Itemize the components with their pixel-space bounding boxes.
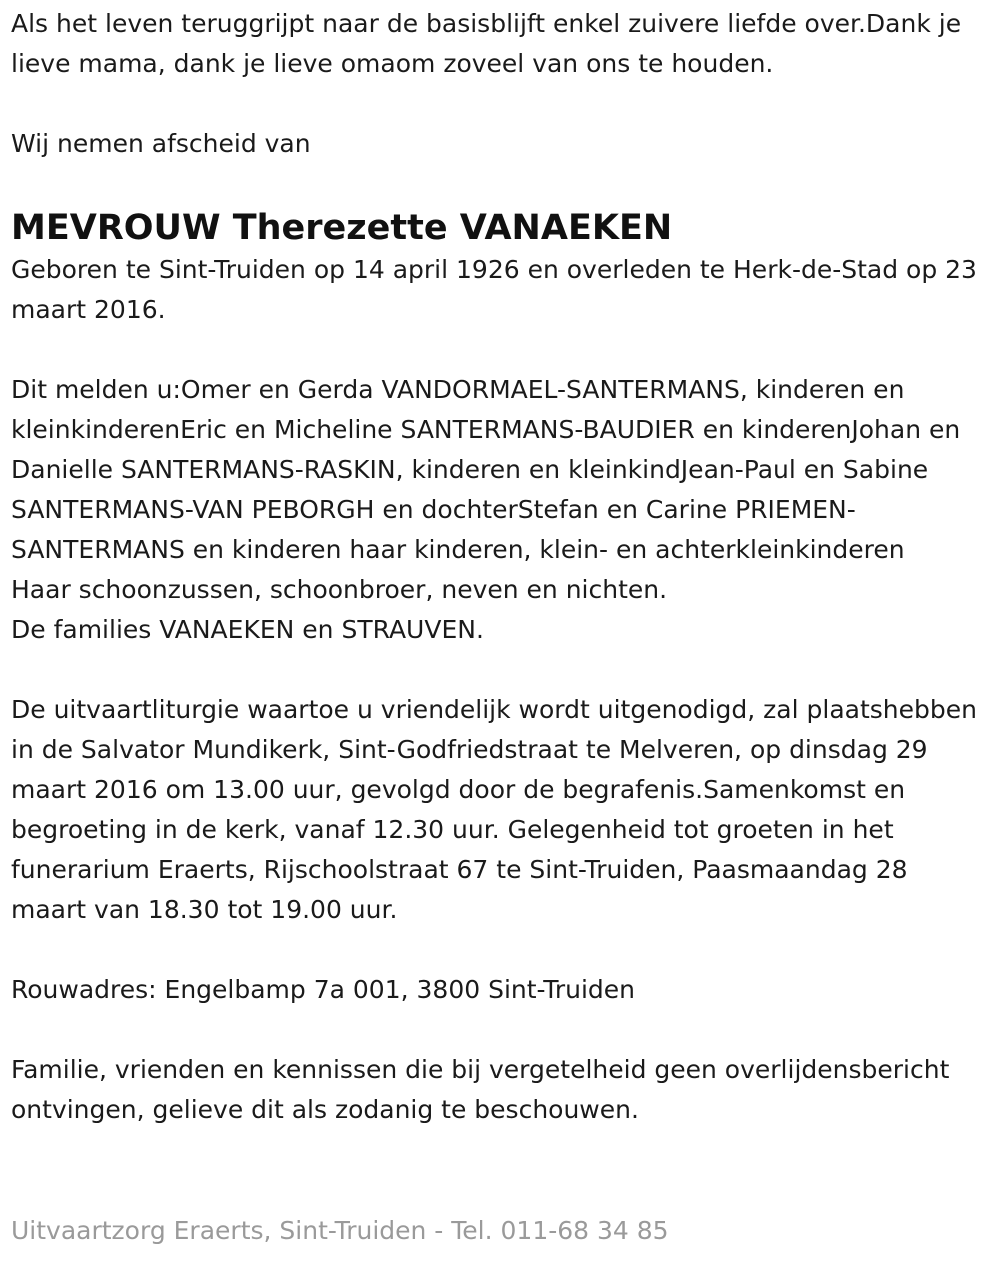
ceremony-text: De uitvaartliturgie waartoe u vriendelijk wordt uitgenodigd, zal plaatshebben in de Salvator Mundikerk, Sint-Godfriedstraat te Melveren, op dinsdag 29 maart 2016 om 13.00 uur, gevolgd door de begrafenis.Samenkomst en begroeting in de kerk, vanaf 12.30 uur. Gelegenheid tot groeten in het funerarium Eraerts, Rijschoolstraat 67 te Sint-Truiden, Paasmaandag 28 maart van 18.30 tot 19.00 uur. (11, 695, 985, 924)
funeral-home-footer: Uitvaartzorg Eraerts, Sint-Truiden - Tel. 011-68 34 85 (11, 1216, 669, 1245)
address-text: Rouwadres: Engelbamp 7a 001, 3800 Sint-Truiden (11, 975, 636, 1004)
spacer (11, 930, 988, 970)
notice-text: Familie, vrienden en kennissen die bij vergetelheid geen overlijdensbericht ontvingen, gelieve dit als zodanig te beschouwen. (11, 1055, 958, 1124)
spacer (11, 330, 988, 370)
intro-text: Als het leven teruggrijpt naar de basisblijft enkel zuivere liefde over.Dank je lieve mama, dank je lieve omaom zoveel van ons te houden. (11, 9, 970, 78)
birth-death-text: Geboren te Sint-Truiden op 14 april 1926 en overleden te Herk-de-Stad op 23 maart 2016. (11, 255, 985, 324)
deceased-name: MEVROUW Therezette VANAEKEN (11, 208, 673, 248)
spacer (11, 650, 988, 690)
families-text: De families VANAEKEN en STRAUVEN. (11, 615, 484, 644)
family-text: Dit melden u:Omer en Gerda VANDORMAEL-SANTERMANS, kinderen en kleinkinderenEric en Micheline SANTERMANS-BAUDIER en kinderenJohan en Danielle SANTERMANS-RASKIN, kinderen en kleinkindJean-Paul en Sabine SANTERMANS-VAN PEBORGH en dochterStefan en Carine PRIEMEN-SANTERMANS en kinderen haar kinderen, klein- en achterkleinkinderen (11, 375, 969, 564)
spacer (11, 84, 988, 124)
spacer (11, 1010, 988, 1050)
relatives-text: Haar schoonzussen, schoonbroer, neven en nichten. (11, 575, 668, 604)
spacer (11, 164, 988, 200)
farewell-text: Wij nemen afscheid van (11, 129, 311, 158)
